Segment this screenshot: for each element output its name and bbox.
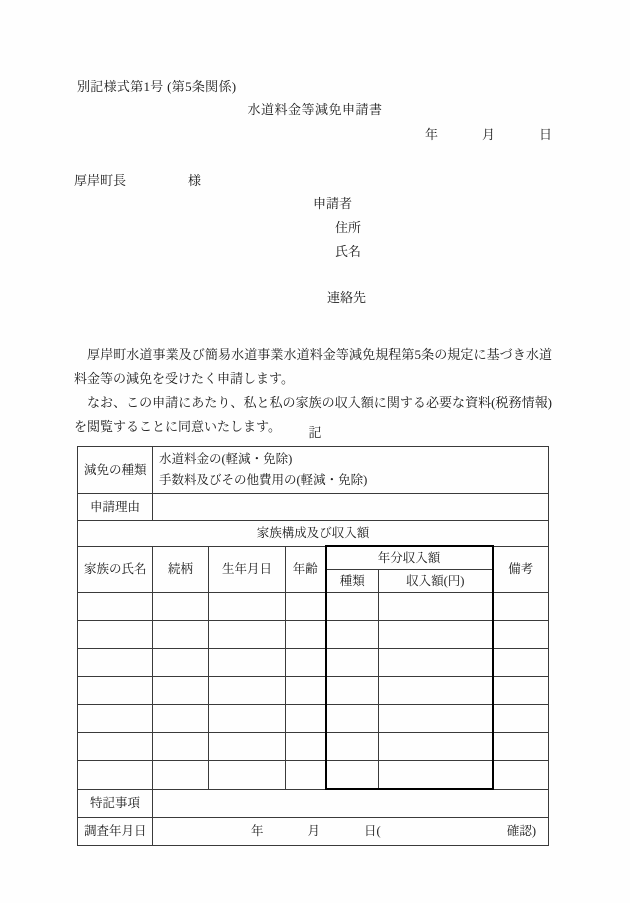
column-header-birthdate: 生年月日 (209, 546, 286, 593)
cell-age[interactable] (286, 593, 326, 621)
table-row (78, 621, 549, 649)
table-row-survey-date (78, 818, 549, 846)
cell-income-type[interactable] (326, 733, 379, 761)
table-row (78, 649, 549, 677)
cell-age[interactable] (286, 649, 326, 677)
document-title: 水道料金等減免申請書 (247, 102, 383, 117)
cell-birthdate[interactable] (209, 733, 286, 761)
cell-income-amount[interactable] (379, 621, 493, 649)
cell-relation[interactable] (153, 593, 209, 621)
date-line (0, 124, 552, 143)
cell-income-type[interactable] (326, 649, 379, 677)
cell-relation[interactable] (153, 677, 209, 705)
cell-income-type[interactable] (326, 621, 379, 649)
cell-remarks[interactable] (493, 649, 549, 677)
column-header-income-group: 年分収入額 (326, 546, 493, 570)
cell-relation[interactable] (153, 621, 209, 649)
reduction-type-line1: 水道料金の(軽減・免除) (159, 452, 293, 466)
reduction-type-line2: 手数料及びその他費用の(軽減・免除) (159, 473, 368, 487)
addressee (74, 170, 201, 189)
cell-family-name[interactable] (78, 621, 153, 649)
table-row (78, 733, 549, 761)
cell-income-amount[interactable] (379, 705, 493, 733)
column-header-income-type: 種類 (326, 570, 379, 593)
table-row (78, 593, 549, 621)
cell-remarks[interactable] (493, 761, 549, 790)
cell-birthdate[interactable] (209, 621, 286, 649)
date-month-label: 月 (481, 127, 495, 142)
addressee-honorific: 様 (188, 173, 202, 188)
family-section-header: 家族構成及び収入額 (78, 521, 549, 547)
reduction-type-label: 減免の種類 (78, 447, 153, 494)
column-header-income-amount: 収入額(円) (379, 570, 493, 593)
date-day-label: 日 (538, 127, 552, 142)
survey-month-label: 月 (307, 824, 321, 838)
application-form-table (77, 446, 549, 846)
body-paragraph-1: 厚岸町水道事業及び簡易水道事業水道料金等減免規程第5条の規定に基づき水道料金等の減免を受けたく申請します。 (74, 347, 552, 386)
cell-remarks[interactable] (493, 733, 549, 761)
cell-income-type[interactable] (326, 677, 379, 705)
cell-family-name[interactable] (78, 593, 153, 621)
date-year-label: 年 (424, 127, 438, 142)
cell-relation[interactable] (153, 733, 209, 761)
cell-family-name[interactable] (78, 677, 153, 705)
body-paragraph-2: なお、この申請にあたり、私と私の家族の収入額に関する必要な資料(税務情報)を閲覧することに同意いたします。 (74, 395, 552, 434)
reduction-type-cell[interactable] (153, 447, 549, 494)
cell-age[interactable] (286, 733, 326, 761)
cell-income-type[interactable] (326, 705, 379, 733)
cell-relation[interactable] (153, 705, 209, 733)
cell-income-type[interactable] (326, 593, 379, 621)
table-row-special-notes (78, 789, 549, 818)
table-row-reason (78, 494, 549, 521)
cell-income-amount[interactable] (379, 677, 493, 705)
cell-birthdate[interactable] (209, 649, 286, 677)
cell-relation[interactable] (153, 761, 209, 790)
column-header-family-name: 家族の氏名 (78, 546, 153, 593)
cell-birthdate[interactable] (209, 677, 286, 705)
survey-date-cell[interactable] (153, 818, 549, 846)
cell-income-amount[interactable] (379, 733, 493, 761)
special-notes-label: 特記事項 (78, 789, 153, 818)
table-row-reduction-type (78, 447, 549, 494)
cell-relation[interactable] (153, 649, 209, 677)
applicant-contact-label: 連絡先 (327, 290, 367, 305)
table-row-family-section (78, 521, 549, 547)
cell-birthdate[interactable] (209, 705, 286, 733)
column-header-remarks: 備考 (493, 546, 549, 593)
ki-heading: 記 (308, 425, 322, 440)
table-row-header-top (78, 546, 549, 570)
applicant-label: 申請者 (313, 196, 353, 211)
cell-birthdate[interactable] (209, 761, 286, 790)
reason-value[interactable] (153, 494, 549, 521)
applicant-address-label: 住所 (335, 220, 362, 235)
addressee-name: 厚岸町長 (74, 173, 127, 188)
survey-confirm-label: 確認) (506, 824, 537, 838)
cell-family-name[interactable] (78, 705, 153, 733)
survey-date-label: 調査年月日 (78, 818, 153, 846)
cell-income-amount[interactable] (379, 761, 493, 790)
special-notes-value[interactable] (153, 789, 549, 818)
survey-day-label: 日( (364, 824, 381, 838)
column-header-age: 年齢 (286, 546, 326, 593)
table-row (78, 705, 549, 733)
reason-label: 申請理由 (78, 494, 153, 521)
cell-remarks[interactable] (493, 621, 549, 649)
table-row (78, 761, 549, 790)
cell-remarks[interactable] (493, 705, 549, 733)
column-header-relation: 続柄 (153, 546, 209, 593)
cell-income-amount[interactable] (379, 593, 493, 621)
form-code: 別記様式第1号 (第5条関係) (77, 79, 237, 94)
cell-family-name[interactable] (78, 649, 153, 677)
cell-family-name[interactable] (78, 761, 153, 790)
cell-remarks[interactable] (493, 593, 549, 621)
cell-age[interactable] (286, 761, 326, 790)
cell-age[interactable] (286, 705, 326, 733)
cell-income-amount[interactable] (379, 649, 493, 677)
cell-remarks[interactable] (493, 677, 549, 705)
cell-family-name[interactable] (78, 733, 153, 761)
table-row (78, 677, 549, 705)
cell-income-type[interactable] (326, 761, 379, 790)
cell-age[interactable] (286, 677, 326, 705)
cell-birthdate[interactable] (209, 593, 286, 621)
applicant-name-label: 氏名 (335, 244, 362, 259)
survey-year-label: 年 (251, 824, 264, 838)
cell-age[interactable] (286, 621, 326, 649)
